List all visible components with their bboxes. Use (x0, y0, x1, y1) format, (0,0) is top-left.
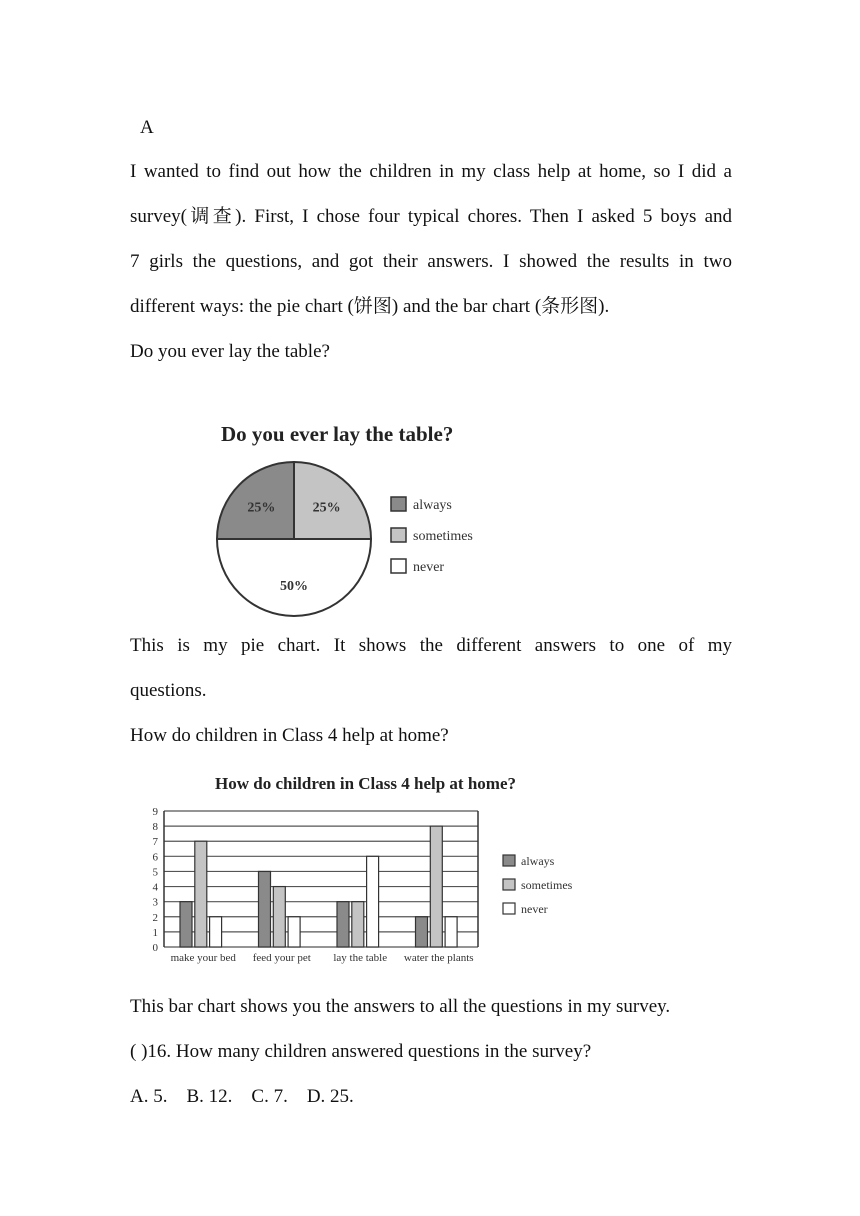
pie-label-always: 25% (247, 500, 276, 516)
pie-chart (205, 405, 515, 625)
bar-sometimes-3 (430, 826, 442, 947)
bar-always-1 (259, 871, 271, 947)
bar-never-0 (210, 917, 222, 947)
bar-y-tick-label: 2 (152, 911, 158, 924)
bar-sometimes-0 (195, 841, 207, 947)
bar-category-label: feed your pet (252, 952, 311, 964)
bar-category-label: make your bed (170, 952, 236, 964)
bar-caption: This bar chart shows you the answers to all the questions in my survey. (130, 996, 671, 1017)
bar-categories (171, 952, 474, 964)
pie-chart-title: Do you ever lay the table? (221, 422, 454, 446)
bar-legend-swatch-always (503, 855, 515, 866)
bar-y-tick-label: 7 (152, 836, 158, 849)
pie-legend-label-never: never (413, 560, 445, 575)
bar-y-tick-label: 8 (152, 821, 158, 834)
bar-always-2 (337, 902, 349, 947)
pie-legend-swatch-never (391, 559, 406, 573)
passage-line-3: 7 girls the questions, and got their answers. I showed the results in two (130, 251, 732, 272)
bar-legend-label-never: never (521, 902, 548, 916)
bar-chart-title: How do children in Class 4 help at home? (215, 774, 517, 793)
bar-category-label: water the plants (403, 952, 474, 964)
pie-legend-swatch-always (391, 497, 406, 511)
bar-heading: How do children in Class 4 help at home? (130, 725, 449, 746)
bar-legend-label-always: always (521, 854, 555, 868)
bar-y-tick-label: 4 (152, 881, 158, 894)
bar-legend (503, 854, 573, 916)
bar-always-0 (180, 902, 192, 947)
pie-legend-swatch-sometimes (391, 528, 406, 542)
bar-y-tick-label: 9 (152, 806, 158, 818)
question-stem: ( )16. How many children answered questions in the survey? (130, 1041, 592, 1062)
bar-category-label: lay the table (333, 952, 388, 964)
pie-caption-line-1: This is my pie chart. It shows the different answers to one of my (130, 635, 732, 656)
bar-legend-swatch-sometimes (503, 879, 515, 890)
passage-line-4: different ways: the pie chart (饼图) and the bar chart (条形图). (130, 296, 610, 317)
bar-always-3 (416, 917, 428, 947)
bar-never-3 (445, 917, 457, 947)
passage-line-2: survey(调查). First, I chose four typical chores. Then I asked 5 boys and (130, 206, 732, 227)
bar-legend-swatch-never (503, 903, 515, 914)
bar-sometimes-2 (352, 902, 364, 947)
bar-y-ticks (153, 806, 159, 954)
pie-label-never: 50% (280, 579, 308, 595)
pie-label-sometimes: 25% (312, 500, 341, 516)
pie-heading: Do you ever lay the table? (130, 341, 330, 362)
bar-never-1 (288, 917, 300, 947)
bar-legend-label-sometimes: sometimes (521, 878, 573, 892)
bar-y-tick-label: 6 (152, 851, 158, 864)
bar-chart (140, 765, 600, 975)
pie-legend-label-always: always (413, 498, 452, 513)
pie-slice-never (217, 539, 371, 616)
question-options: A. 5. B. 12. C. 7. D. 25. (130, 1086, 354, 1107)
passage-line-1: I wanted to find out how the children in my class help at home, so I did a (130, 161, 732, 182)
bar-y-tick-label: 3 (152, 896, 158, 909)
bar-y-tick-label: 5 (152, 866, 158, 879)
bar-sometimes-1 (273, 887, 285, 947)
bar-never-2 (367, 856, 379, 947)
bar-y-tick-label: 0 (152, 942, 158, 954)
bar-y-tick-label: 1 (152, 926, 158, 939)
pie-legend (391, 497, 473, 575)
pie-caption-line-2: questions. (130, 680, 207, 701)
section-letter: A (140, 117, 154, 138)
pie-legend-label-sometimes: sometimes (413, 529, 473, 544)
